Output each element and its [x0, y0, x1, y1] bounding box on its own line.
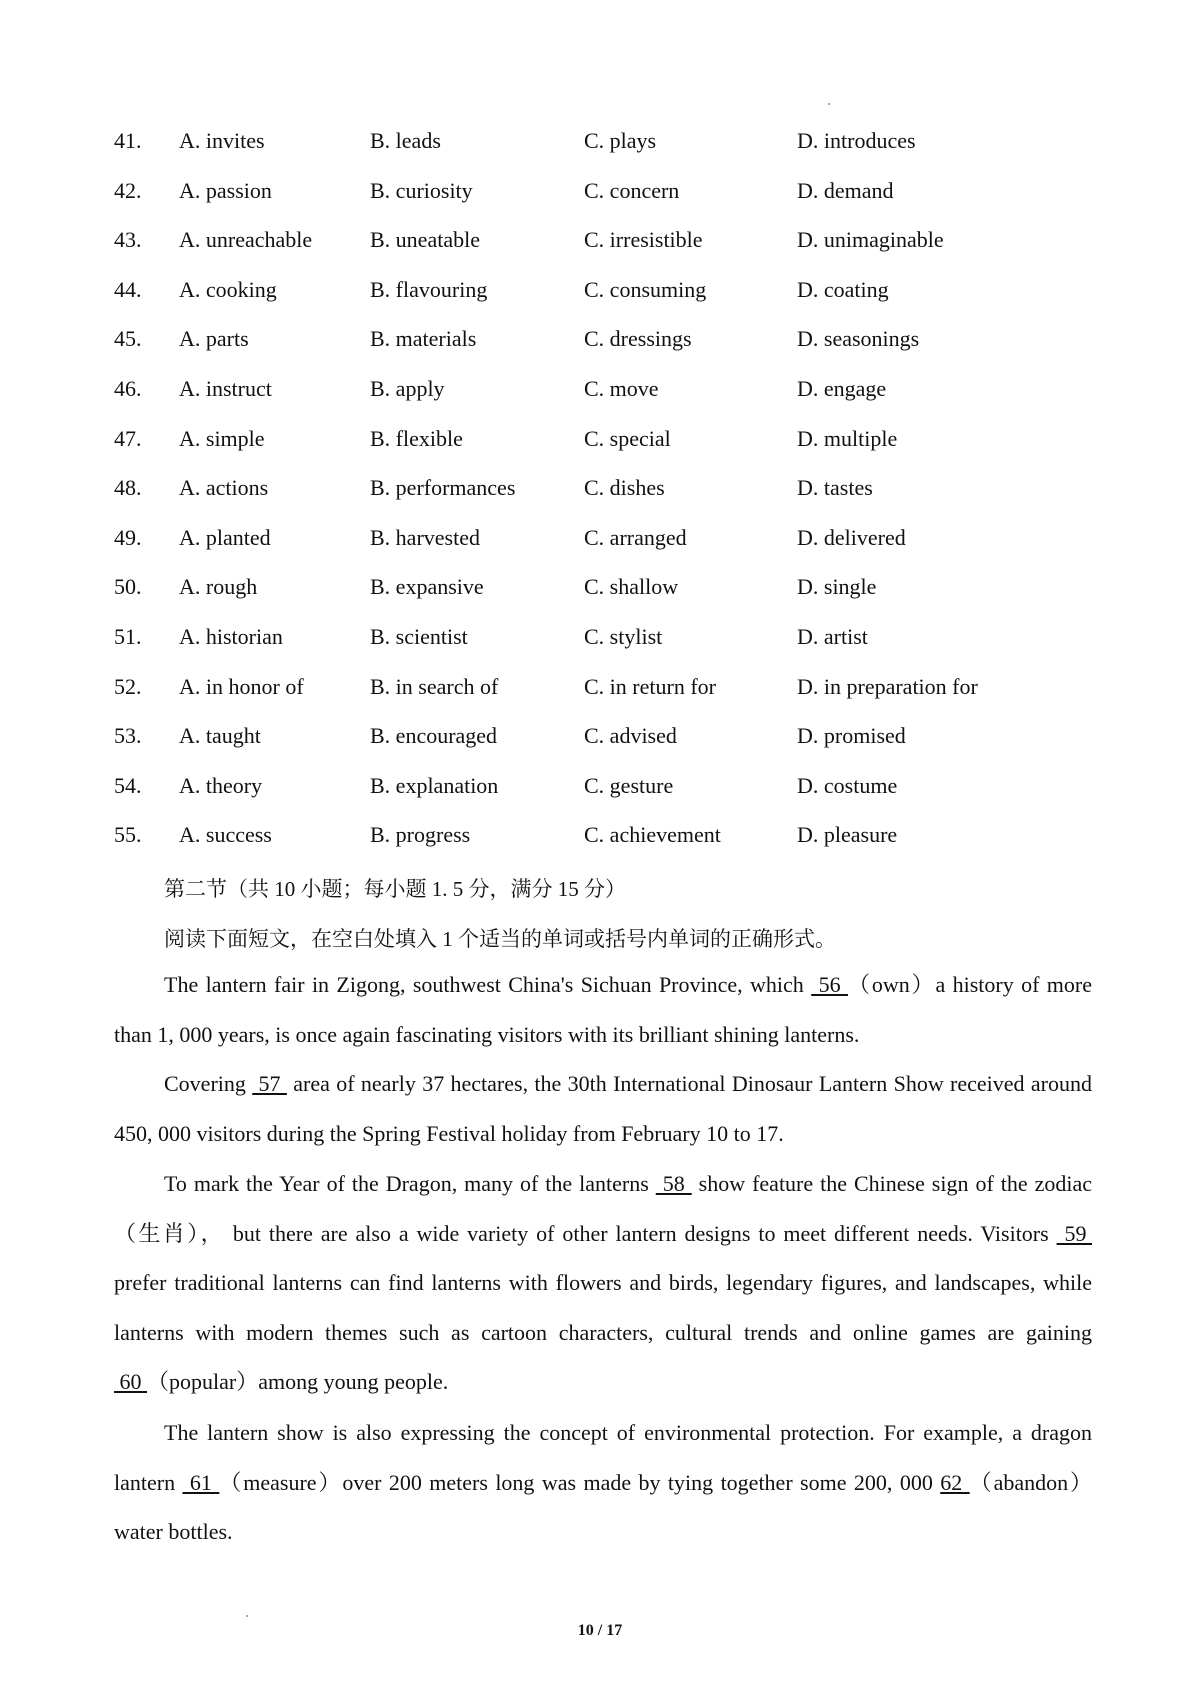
option-c: C. gesture: [584, 772, 674, 798]
option-a: A. theory: [179, 772, 263, 798]
section-heading: 第二节（共 10 小题；每小题 1. 5 分，满分 15 分）: [164, 877, 626, 901]
option-d: D. delivered: [797, 524, 906, 550]
option-b: B. expansive: [370, 574, 484, 600]
option-b: B. harvested: [370, 524, 480, 550]
option-c: C. plays: [584, 128, 657, 153]
option-d: D. multiple: [797, 425, 898, 451]
option-a: A. historian: [179, 624, 283, 649]
option-d: D. engage: [797, 376, 887, 401]
passage-text: prefer traditional lanterns can find lanterns with flowers and birds, legendary figures, and landscapes, while lanterns with modern themes such as cartoon characters, cultural trends and online games are gaining: [114, 1270, 1092, 1345]
option-a: A. passion: [179, 177, 272, 203]
question-number: 44.: [114, 276, 142, 302]
blank-59: 59: [1056, 1220, 1093, 1246]
blank-57: 57: [252, 1071, 287, 1096]
option-b: B. curiosity: [370, 177, 473, 203]
question-number: 48.: [114, 475, 142, 501]
option-c: C. achievement: [584, 822, 721, 848]
option-d: D. artist: [797, 624, 868, 649]
question-number: 53.: [114, 723, 142, 749]
option-b: B. explanation: [370, 772, 499, 798]
option-c: C. special: [584, 425, 671, 451]
choice-question-row: [0, 225, 1200, 255]
choice-question-row: [0, 523, 1200, 553]
passage-text: （own）a history of more than 1, 000 years, is once again fascinating visitors with its brilliant shining lanterns.: [114, 972, 1093, 1047]
choice-question-row: [0, 126, 1200, 156]
option-c: C. in return for: [584, 673, 716, 699]
option-a: A. actions: [179, 475, 269, 501]
option-b: B. in search of: [370, 673, 499, 699]
question-number: 55.: [114, 822, 142, 848]
option-b: B. flexible: [370, 425, 463, 451]
question-number: 50.: [114, 574, 142, 600]
option-c: C. stylist: [584, 624, 663, 649]
choice-question-row: [0, 324, 1200, 354]
scan-speck: [828, 103, 830, 105]
passage-text: （popular）among young people.: [147, 1369, 449, 1395]
option-a: A. invites: [179, 128, 265, 153]
question-number: 49.: [114, 524, 142, 550]
passage-text: The lantern fair in Zigong, southwest China's Sichuan Province, which: [164, 972, 812, 997]
blank-60: 60: [114, 1369, 147, 1395]
question-number: 45.: [114, 326, 142, 352]
option-a: A. rough: [179, 574, 258, 600]
option-a: A. planted: [179, 524, 271, 550]
choice-question-row: [0, 672, 1200, 702]
blank-61: 61: [182, 1469, 220, 1495]
option-c: C. irresistible: [584, 227, 703, 253]
passage-text: area of nearly 37 hectares, the 30th International Dinosaur Lantern Show received around 450, 000 visitors during the Spring Festival holiday from February 10 to 17.: [114, 1071, 1092, 1146]
choice-question-row: [0, 820, 1200, 850]
passage-paragraph-2: [114, 1059, 1092, 1158]
option-b: B. apply: [370, 376, 445, 401]
question-number: 46.: [114, 376, 142, 401]
choice-question-row: [0, 275, 1200, 305]
option-a: A. simple: [179, 425, 265, 451]
option-d: D. tastes: [797, 475, 873, 501]
choice-question-row: [0, 572, 1200, 602]
option-b: B. performances: [370, 475, 516, 501]
page-number: 10 / 17: [577, 1622, 623, 1639]
option-a: A. unreachable: [179, 227, 313, 253]
choice-question-row: [0, 176, 1200, 206]
choice-question-row: [0, 473, 1200, 503]
passage-text: （measure）over 200 meters long was made by tying together some 200, 000: [219, 1469, 941, 1495]
section-instruction: 阅读下面短文，在空白处填入 1 个适当的单词或括号内单词的正确形式。: [164, 927, 836, 951]
choice-question-row: [0, 374, 1200, 404]
question-number: 54.: [114, 772, 142, 798]
passage-text: （abandon）water bottles.: [114, 1469, 1093, 1545]
passage-paragraph-4: [114, 1408, 1092, 1557]
option-c: C. arranged: [584, 524, 687, 550]
option-b: B. leads: [370, 128, 441, 153]
option-b: B. materials: [370, 326, 477, 352]
choice-question-row: [0, 721, 1200, 751]
option-d: D. costume: [797, 772, 898, 798]
passage-text: To mark the Year of the Dragon, many of the lanterns: [164, 1171, 656, 1196]
option-d: D. coating: [797, 276, 889, 302]
option-d: D. demand: [797, 177, 894, 203]
option-a: A. cooking: [179, 276, 277, 302]
passage-text: show feature the Chinese sign of the zodiac（生肖）， but there are also a wide variety of other lantern designs to meet different needs. Visitors: [114, 1171, 1092, 1246]
option-d: D. pleasure: [797, 822, 898, 848]
option-a: A. success: [179, 822, 272, 848]
blank-62: 62: [940, 1469, 970, 1495]
passage-text: Covering: [164, 1071, 253, 1096]
blank-58: 58: [655, 1171, 692, 1196]
option-b: B. progress: [370, 822, 471, 848]
scan-speck: [246, 1615, 248, 1617]
choice-question-row: [0, 771, 1200, 801]
option-b: B. encouraged: [370, 723, 498, 749]
question-number: 42.: [114, 177, 142, 203]
question-number: 43.: [114, 227, 142, 253]
passage-text: The lantern show is also expressing the concept of environmental protection. For example, a dragon lantern: [114, 1420, 1092, 1495]
option-c: C. move: [584, 376, 659, 401]
option-a: A. parts: [179, 326, 249, 352]
option-c: C. concern: [584, 177, 680, 203]
question-number: 41.: [114, 128, 142, 153]
option-d: D. promised: [797, 723, 906, 749]
blank-56: 56: [811, 972, 848, 997]
option-c: C. consuming: [584, 276, 707, 302]
option-b: B. uneatable: [370, 227, 480, 253]
option-d: D. seasonings: [797, 326, 920, 352]
option-c: C. shallow: [584, 574, 679, 600]
option-b: B. flavouring: [370, 276, 488, 302]
option-c: C. dishes: [584, 475, 665, 501]
option-a: A. instruct: [179, 376, 272, 401]
passage-paragraph-1: [114, 960, 1092, 1059]
choice-question-row: [0, 424, 1200, 454]
question-number: 47.: [114, 425, 142, 451]
choice-question-row: [0, 622, 1200, 652]
option-c: C. dressings: [584, 326, 692, 352]
option-d: D. introduces: [797, 128, 916, 153]
option-d: D. unimaginable: [797, 227, 944, 253]
passage-paragraph-3: [114, 1159, 1092, 1407]
option-d: D. single: [797, 574, 877, 600]
option-a: A. in honor of: [179, 673, 304, 699]
question-number: 52.: [114, 673, 142, 699]
option-c: C. advised: [584, 723, 677, 749]
option-a: A. taught: [179, 723, 261, 749]
question-number: 51.: [114, 624, 142, 649]
option-b: B. scientist: [370, 624, 468, 649]
option-d: D. in preparation for: [797, 673, 978, 699]
